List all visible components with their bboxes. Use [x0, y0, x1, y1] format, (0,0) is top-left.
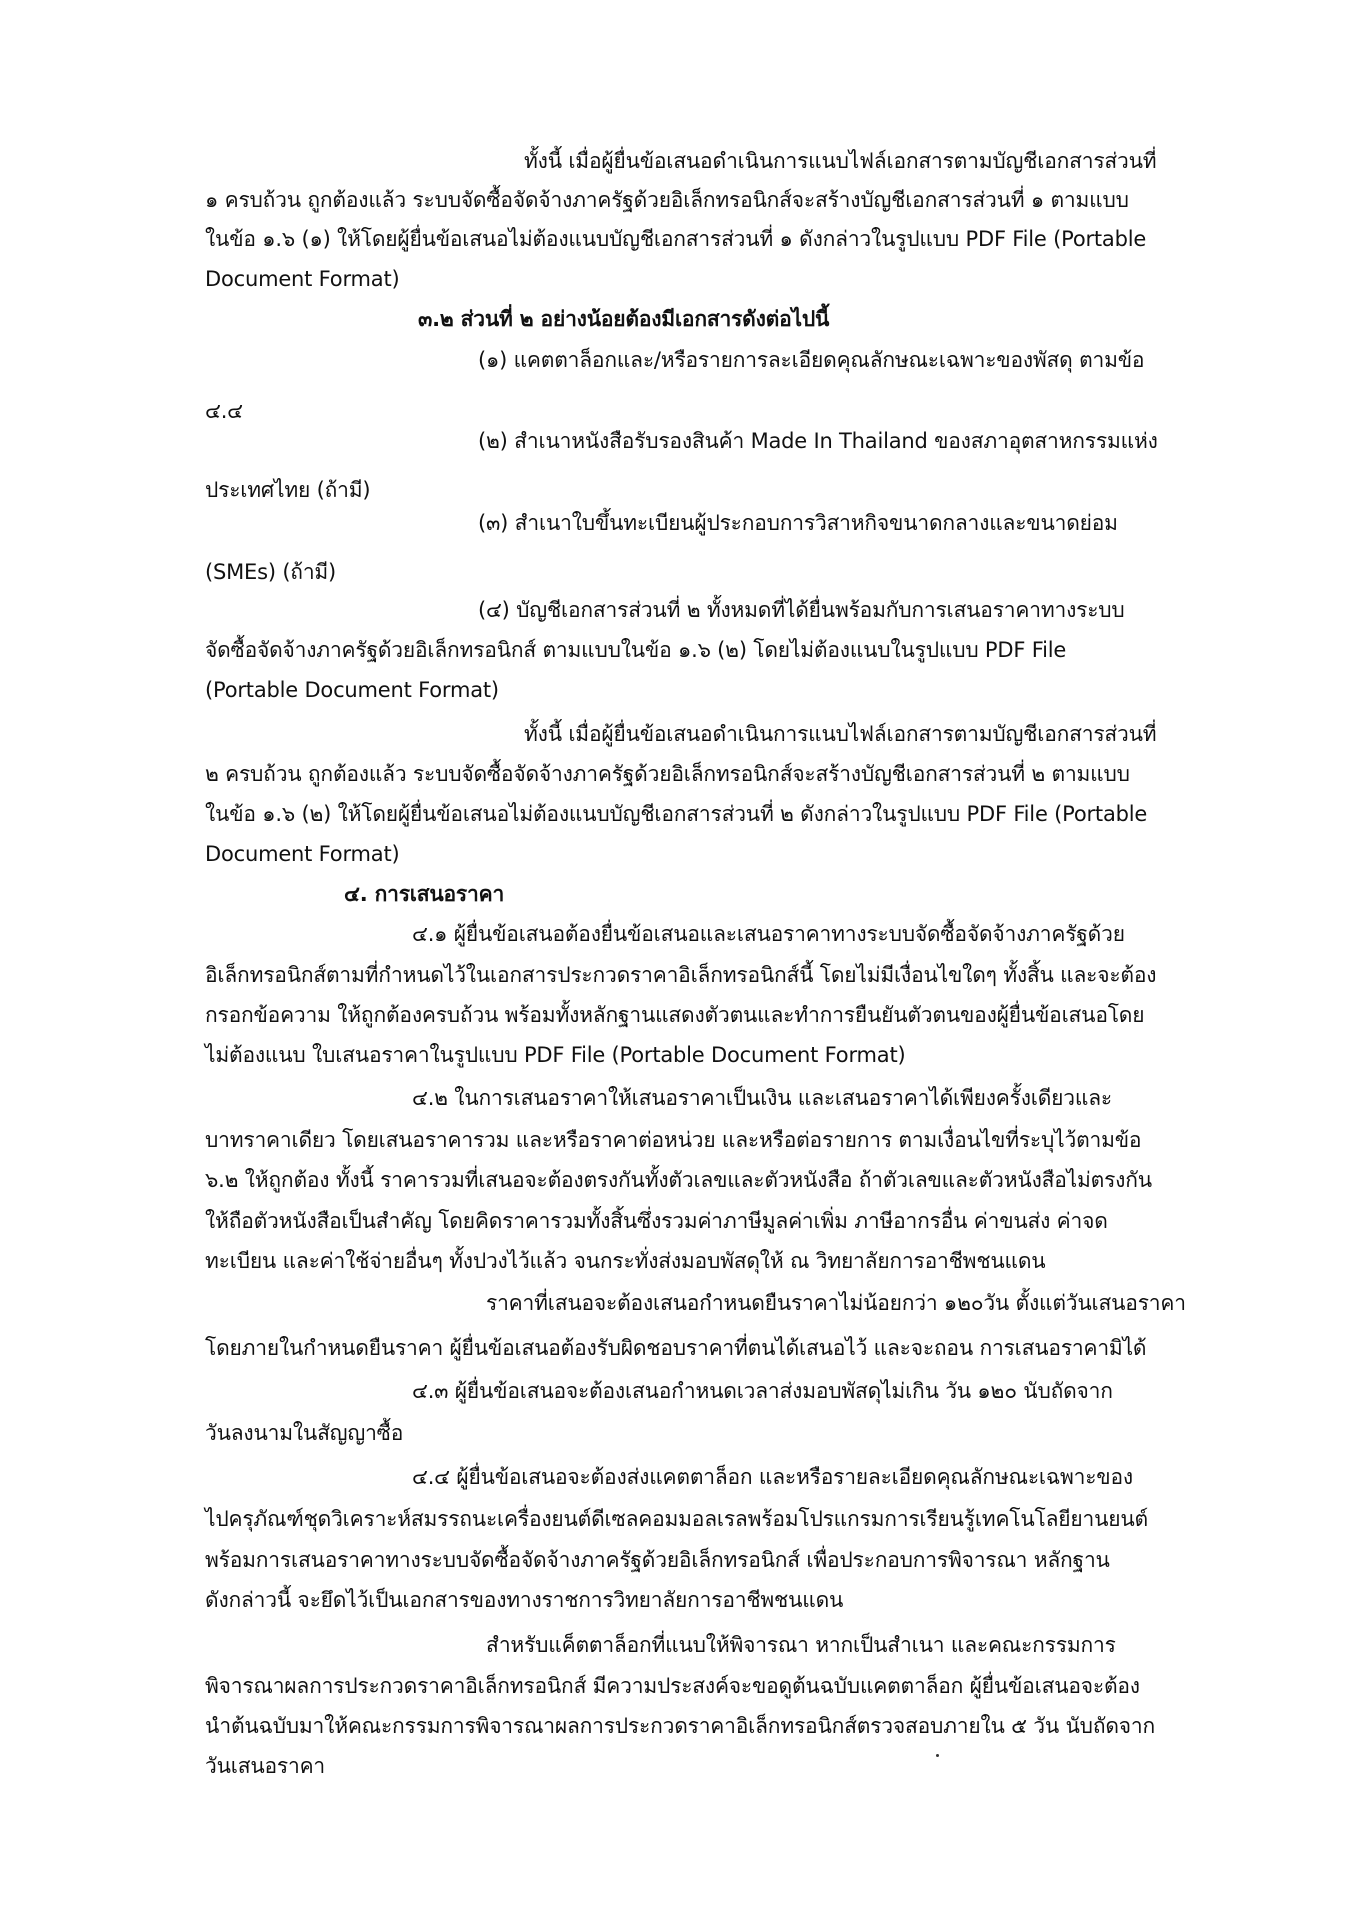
paragraph-line: ในข้อ ๑.๖ (๒) ให้โดยผู้ยื่นข้อเสนอไม่ต้องแนบบัญชีเอกสารส่วนที่ ๒ ดังกล่าวในรูปแบบ PDF File (Portable: [205, 802, 1148, 826]
paragraph-line: ทั้งนี้ เมื่อผู้ยื่นข้อเสนอดำเนินการแนบไฟล์เอกสารตามบัญชีเอกสารส่วนที่: [524, 722, 1157, 746]
paragraph-line: บาทราคาเดียว โดยเสนอราคารวม และหรือราคาต่อหน่วย และหรือต่อรายการ ตามเงื่อนไขที่ระบุไว้ตามข้อ: [205, 1128, 1142, 1152]
paragraph-line: Document Format): [205, 267, 400, 291]
paragraph-line: ๔.๔ ผู้ยื่นข้อเสนอจะต้องส่งแคตตาล็อก และหรือรายละเอียดคุณลักษณะเฉพาะของ: [412, 1465, 1133, 1489]
scan-speck: [936, 1754, 939, 1757]
paragraph-line: ทั้งนี้ เมื่อผู้ยื่นข้อเสนอดำเนินการแนบไฟล์เอกสารตามบัญชีเอกสารส่วนที่: [524, 149, 1157, 173]
paragraph-line: กรอกข้อความ ให้ถูกต้องครบถ้วน พร้อมทั้งหลักฐานแสดงตัวตนและทำการยืนยันตัวตนของผู้ยื่นข้อเสนอโดย: [205, 1003, 1145, 1027]
list-item: (๓) สำเนาใบขึ้นทะเบียนผู้ประกอบการวิสาหกิจขนาดกลางและขนาดย่อม: [478, 511, 1118, 535]
paragraph-line: อิเล็กทรอนิกส์ตามที่กำหนดไว้ในเอกสารประกวดราคาอิเล็กทรอนิกส์นี้ โดยไม่มีเงื่อนไขใดๆ ทั้งสิ้น และจะต้อง: [205, 963, 1157, 987]
paragraph-line: ให้ถือตัวหนังสือเป็นสำคัญ โดยคิดราคารวมทั้งสิ้นซึ่งรวมค่าภาษีมูลค่าเพิ่ม ภาษีอากรอื่น ค่าขนส่ง ค่าจด: [205, 1209, 1108, 1233]
paragraph-line: พิจารณาผลการประกวดราคาอิเล็กทรอนิกส์ มีความประสงค์จะขอดูต้นฉบับแคตตาล็อก ผู้ยื่นข้อเสนอจะต้อง: [205, 1674, 1140, 1698]
paragraph-line: วันลงนามในสัญญาซื้อ: [205, 1421, 404, 1445]
paragraph-line: ในข้อ ๑.๖ (๑) ให้โดยผู้ยื่นข้อเสนอไม่ต้องแนบบัญชีเอกสารส่วนที่ ๑ ดังกล่าวในรูปแบบ PDF File (Portable: [205, 227, 1147, 251]
paragraph-line: โดยภายในกำหนดยืนราคา ผู้ยื่นข้อเสนอต้องรับผิดชอบราคาที่ตนได้เสนอไว้ และจะถอน การเสนอราคามิได้: [205, 1336, 1147, 1360]
list-item: (๒) สำเนาหนังสือรับรองสินค้า Made In Thailand ของสภาอุตสาหกรรมแห่ง: [478, 429, 1158, 453]
paragraph-line: พร้อมการเสนอราคาทางระบบจัดซื้อจัดจ้างภาครัฐด้วยอิเล็กทรอนิกส์ เพื่อประกอบการพิจารณา หลักฐาน: [205, 1548, 1110, 1572]
paragraph-line: ทะเบียน และค่าใช้จ่ายอื่นๆ ทั้งปวงไว้แล้ว จนกระทั่งส่งมอบพัสดุให้ ณ วิทยาลัยการอาชีพชนแดน: [205, 1249, 1046, 1273]
paragraph-line: ไปครุภัณฑ์ชุดวิเคราะห์สมรรถนะเครื่องยนต์ดีเซลคอมมอลเรลพร้อมโปรแกรมการเรียนรู้เทคโนโลยียานยนต์: [205, 1507, 1148, 1531]
paragraph-line: ๑ ครบถ้วน ถูกต้องแล้ว ระบบจัดซื้อจัดจ้างภาครัฐด้วยอิเล็กทรอนิกส์จะสร้างบัญชีเอกสารส่วนที่ ๑ ตามแบบ: [205, 188, 1129, 212]
paragraph-line: จัดซื้อจัดจ้างภาครัฐด้วยอิเล็กทรอนิกส์ ตามแบบในข้อ ๑.๖ (๒) โดยไม่ต้องแนบในรูปแบบ PDF File: [205, 638, 1067, 662]
paragraph-line: Document Format): [205, 842, 400, 866]
paragraph-line: ประเทศไทย (ถ้ามี): [205, 478, 371, 502]
paragraph-line: ๔.๒ ในการเสนอราคาให้เสนอราคาเป็นเงิน และเสนอราคาได้เพียงครั้งเดียวและ: [412, 1086, 1112, 1110]
section-heading: ๔. การเสนอราคา: [344, 882, 505, 906]
paragraph-line: ราคาที่เสนอจะต้องเสนอกำหนดยืนราคาไม่น้อยกว่า ๑๒๐วัน ตั้งแต่วันเสนอราคา: [486, 1291, 1186, 1315]
paragraph-line: ๔.๑ ผู้ยื่นข้อเสนอต้องยื่นข้อเสนอและเสนอราคาทางระบบจัดซื้อจัดจ้างภาครัฐด้วย: [412, 922, 1125, 946]
paragraph-line: ๔.๔: [205, 399, 243, 423]
list-item: (๑) แคตตาล็อกและ/หรือรายการละเอียดคุณลักษณะเฉพาะของพัสดุ ตามข้อ: [478, 348, 1145, 372]
paragraph-line: ๒ ครบถ้วน ถูกต้องแล้ว ระบบจัดซื้อจัดจ้างภาครัฐด้วยอิเล็กทรอนิกส์จะสร้างบัญชีเอกสารส่วนที่ ๒ ตามแบบ: [205, 762, 1130, 786]
paragraph-line: นำต้นฉบับมาให้คณะกรรมการพิจารณาผลการประกวดราคาอิเล็กทรอนิกส์ตรวจสอบภายใน ๕ วัน นับถัดจาก: [205, 1714, 1155, 1738]
list-item: (๔) บัญชีเอกสารส่วนที่ ๒ ทั้งหมดที่ได้ยื่นพร้อมกับการเสนอราคาทางระบบ: [478, 598, 1125, 622]
paragraph-line: ดังกล่าวนี้ จะยึดไว้เป็นเอกสารของทางราชการวิทยาลัยการอาชีพชนแดน: [205, 1588, 844, 1612]
paragraph-line: วันเสนอราคา: [205, 1754, 326, 1778]
paragraph-line: (Portable Document Format): [205, 678, 499, 702]
paragraph-line: ๖.๒ ให้ถูกต้อง ทั้งนี้ ราคารวมที่เสนอจะต้องตรงกันทั้งตัวเลขและตัวหนังสือ ถ้าตัวเลขและตัวหนังสือไม่ตรงกัน: [205, 1168, 1152, 1192]
section-heading: ๓.๒ ส่วนที่ ๒ อย่างน้อยต้องมีเอกสารดังต่อไปนี้: [418, 307, 830, 331]
paragraph-line: ๔.๓ ผู้ยื่นข้อเสนอจะต้องเสนอกำหนดเวลาส่งมอบพัสดุไม่เกิน วัน ๑๒๐ นับถัดจาก: [412, 1379, 1113, 1403]
paragraph-line: (SMEs) (ถ้ามี): [205, 560, 337, 584]
paragraph-line: สำหรับแค็ตตาล็อกที่แนบให้พิจารณา หากเป็นสำเนา และคณะกรรมการ: [486, 1633, 1116, 1657]
paragraph-line: ไม่ต้องแนบ ใบเสนอราคาในรูปแบบ PDF File (Portable Document Format): [205, 1043, 906, 1067]
